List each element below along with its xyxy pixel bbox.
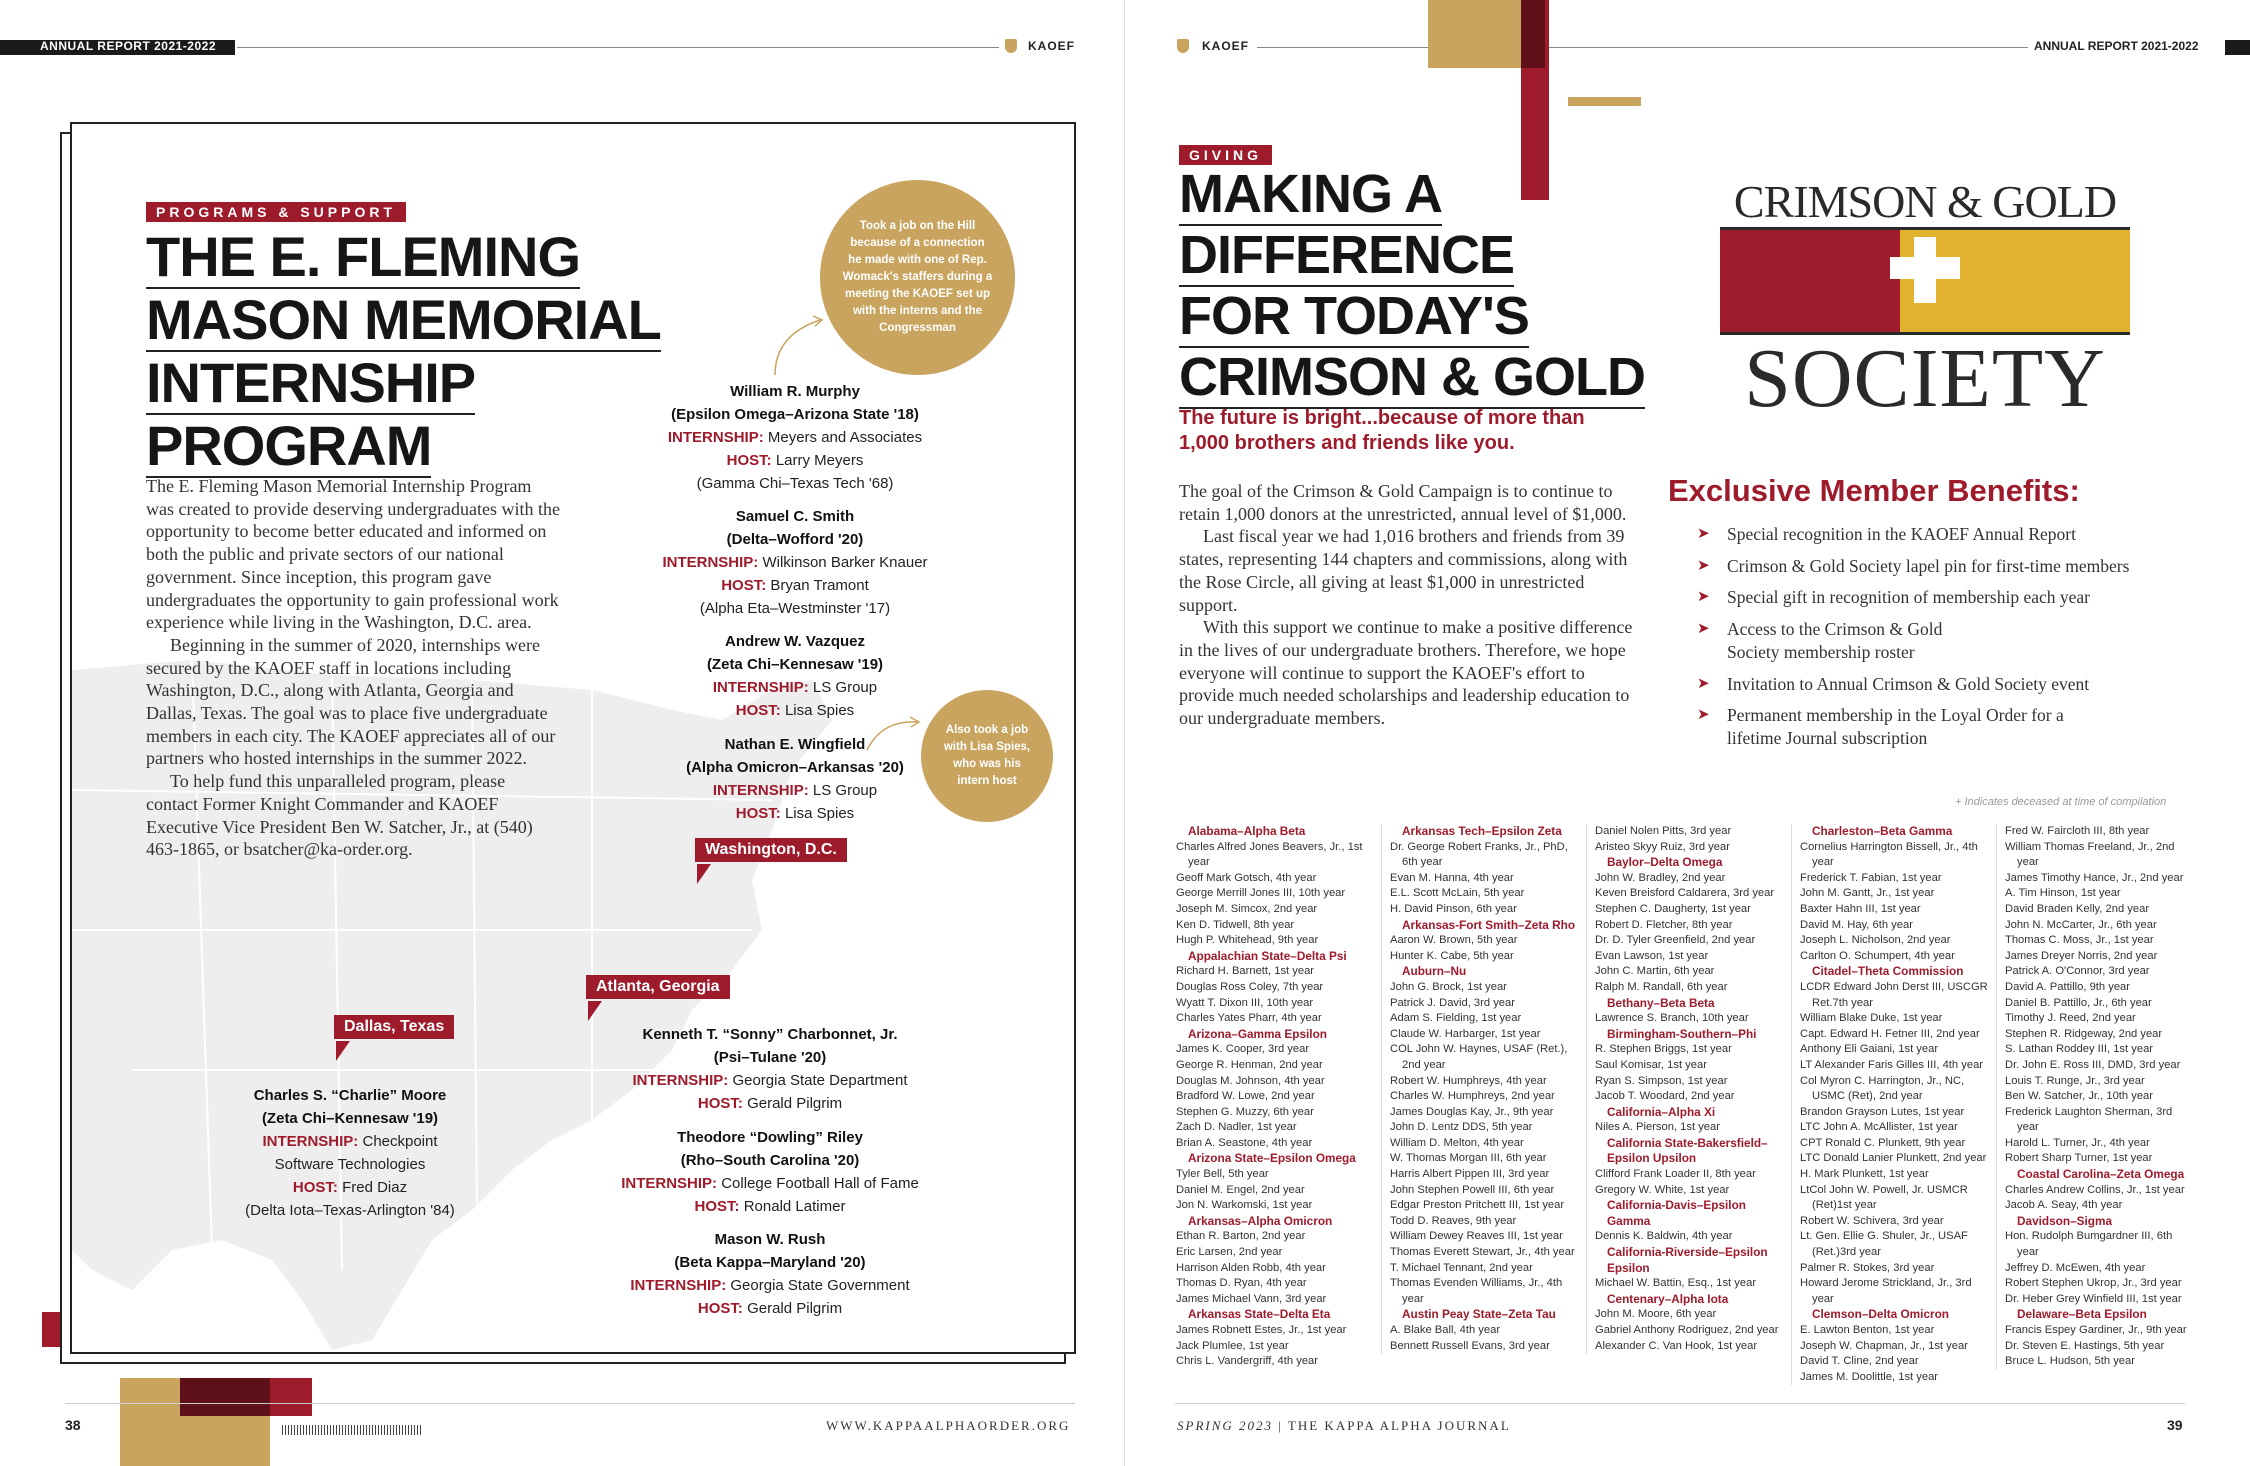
member-entry: Hugh P. Whitehead, 9th year bbox=[1176, 934, 1319, 947]
member-entry: Jon N. Warkomski, 1st year bbox=[1176, 1199, 1313, 1212]
member-entry: Harold L. Turner, Jr., 4th year bbox=[2005, 1136, 2150, 1149]
member-entry: Michael W. Battin, Esq., 1st year bbox=[1595, 1277, 1757, 1290]
member-entry: John C. Martin, 6th year bbox=[1595, 965, 1715, 978]
member-entry: Joseph M. Simcox, 2nd year bbox=[1176, 902, 1318, 915]
intern-chapter: (Psi–Tulane '20) bbox=[713, 1049, 827, 1066]
member-entry: LtCol John W. Powell, Jr. USMCR (Ret)1st year bbox=[1800, 1183, 1968, 1212]
header-label: ANNUAL REPORT 2021-2022 bbox=[2028, 39, 2205, 53]
internship-value: Checkpoint bbox=[362, 1133, 438, 1150]
intern-chapter: (Alpha Omicron–Arkansas '20) bbox=[686, 759, 904, 776]
member-entry: Frederick T. Fabian, 1st year bbox=[1800, 871, 1942, 884]
member-entry: CPT Ronald C. Plunkett, 9th year bbox=[1800, 1136, 1966, 1149]
category-tag: PROGRAMS & SUPPORT bbox=[146, 202, 406, 222]
chapter-heading: Centenary–Alpha Iota bbox=[1607, 1291, 1729, 1306]
header-brand: KAOEF bbox=[1028, 39, 1075, 53]
member-entry: James Dreyer Norris, 2nd year bbox=[2005, 949, 2158, 962]
member-entry: David Braden Kelly, 2nd year bbox=[2005, 902, 2150, 915]
member-entry: Robert Stephen Ukrop, Jr., 3rd year bbox=[2005, 1277, 2182, 1290]
member-entry: Baxter Hahn III, 1st year bbox=[1800, 902, 1921, 915]
host-label: HOST: bbox=[694, 1198, 740, 1215]
member-entry: Anthony Eli Gaiani, 1st year bbox=[1800, 1043, 1939, 1056]
member-entry: William Blake Duke, 1st year bbox=[1800, 1012, 1943, 1025]
member-entry: Joseph L. Nicholson, 2nd year bbox=[1800, 934, 1951, 947]
chapter-heading: Auburn–Nu bbox=[1402, 964, 1467, 979]
host-label: HOST: bbox=[697, 1095, 743, 1112]
logo-band-crimson bbox=[1720, 230, 1900, 332]
member-entry: Thomas C. Moss, Jr., 1st year bbox=[2005, 934, 2154, 947]
intern-chapter: (Delta–Wofford '20) bbox=[726, 531, 864, 548]
subtitle: The future is bright...because of more than 1,000 brothers and friends like you. bbox=[1179, 407, 1585, 454]
deco-crimson-left bbox=[42, 1312, 60, 1347]
intern-name: Nathan E. Wingfield bbox=[724, 736, 866, 753]
member-entry: James Douglas Kay, Jr., 9th year bbox=[1390, 1105, 1554, 1118]
member-entry: George Merrill Jones III, 10th year bbox=[1176, 887, 1346, 900]
title-line-2: MASON MEMORIAL bbox=[146, 288, 661, 351]
member-entry: Capt. Edward H. Fetner III, 2nd year bbox=[1800, 1027, 1980, 1040]
host-extra: (Gamma Chi–Texas Tech '68) bbox=[696, 475, 894, 492]
header-rule bbox=[1257, 47, 2147, 48]
member-entry: Brian A. Seastone, 4th year bbox=[1176, 1136, 1313, 1149]
member-entry: Brandon Grayson Lutes, 1st year bbox=[1800, 1105, 1965, 1118]
chapter-heading: Appalachian State–Delta Psi bbox=[1188, 948, 1347, 963]
member-entry: Hunter K. Cabe, 5th year bbox=[1390, 949, 1514, 962]
host-extra: (Alpha Eta–Westminster '17) bbox=[699, 600, 891, 617]
member-entry: Stephen C. Daugherty, 1st year bbox=[1595, 902, 1751, 915]
member-entry: Bennett Russell Evans, 3rd year bbox=[1390, 1339, 1550, 1352]
member-entry: COL John W. Haynes, USAF (Ret.), 2nd year bbox=[1390, 1043, 1568, 1071]
chapter-heading: Delaware–Beta Epsilon bbox=[2017, 1307, 2147, 1322]
member-entry: E. Lawton Benton, 1st year bbox=[1800, 1324, 1935, 1336]
member-entry: LTC Donald Lanier Plunkett, 2nd year bbox=[1800, 1152, 1987, 1165]
chapter-heading: Arkansas State–Delta Eta bbox=[1188, 1307, 1331, 1322]
paragraph-3: With this support we continue to make a positive difference in the lives of our undergraduate brothers. Therefore, we hope everyone will continue to support the KAOEF's effort to provide much needed scholarships and leadership education to our undergraduate members. bbox=[1179, 617, 1633, 729]
chapter-heading: Davidson–Sigma bbox=[2017, 1213, 2113, 1228]
member-entry: Charles Andrew Collins, Jr., 1st year bbox=[2005, 1183, 2185, 1196]
chapter-heading: Bethany–Beta Beta bbox=[1607, 995, 1715, 1010]
paragraph-3: To help fund this unparalleled program, please contact Former Knight Commander and KAOEF Executive Vice President Ben W. Satcher, Jr., at (540) 463-1865, or bsatcher@ka-order.org. bbox=[146, 771, 533, 860]
intern-name: Charles S. “Charlie” Moore bbox=[253, 1087, 447, 1104]
member-entry: Douglas M. Johnson, 4th year bbox=[1176, 1074, 1325, 1087]
member-entry: Saul Komisar, 1st year bbox=[1595, 1058, 1707, 1071]
internship-label: INTERNSHIP: bbox=[630, 1277, 727, 1294]
member-entry: Dr. Steven E. Hastings, 5th year bbox=[2005, 1339, 2165, 1352]
member-entry: Geoff Mark Gotsch, 4th year bbox=[1176, 871, 1317, 884]
paragraph-1: The goal of the Crimson & Gold Campaign is to continue to retain 1,000 donors at the unrestricted, annual level of $1,000. bbox=[1179, 481, 1627, 524]
member-entry: Dr. George Robert Franks, Jr., PhD, 6th year bbox=[1390, 840, 1568, 869]
title-line-3: INTERNSHIP bbox=[146, 351, 476, 414]
member-entry: Thomas D. Ryan, 4th year bbox=[1176, 1277, 1307, 1290]
intern-dc-4 bbox=[630, 733, 960, 825]
member-entry: Hon. Rudolph Bumgardner III, 6th year bbox=[2005, 1230, 2173, 1259]
chapter-heading: Birmingham-Southern–Phi bbox=[1607, 1026, 1757, 1041]
member-entry: John M. Moore, 6th year bbox=[1595, 1308, 1717, 1321]
title-line-3: FOR TODAY'S bbox=[1179, 286, 1529, 346]
member-entry: W. Thomas Morgan III, 6th year bbox=[1390, 1152, 1547, 1165]
giving-body bbox=[1179, 480, 1634, 730]
member-entry: Bruce L. Hudson, 5th year bbox=[2005, 1355, 2135, 1368]
benefit-item: ➤ Special recognition in the KAOEF Annual Report bbox=[1697, 523, 2197, 546]
member-entry: Daniel Nolen Pitts, 3rd year bbox=[1595, 825, 1732, 837]
callout-arrow-1 bbox=[765, 310, 835, 380]
title-line-2: DIFFERENCE bbox=[1179, 225, 1515, 285]
member-entry: Francis Espey Gardiner, Jr., 9th year bbox=[2005, 1324, 2187, 1336]
host-label: HOST: bbox=[721, 577, 767, 594]
intern-dc-1 bbox=[630, 380, 960, 495]
member-entry: Bradford W. Lowe, 2nd year bbox=[1176, 1090, 1315, 1103]
internship-label: INTERNSHIP: bbox=[262, 1133, 359, 1150]
chapter-heading: Citadel–Theta Commission bbox=[1812, 964, 1964, 979]
page-title bbox=[1179, 165, 1645, 409]
member-entry: Wyatt T. Dixon III, 10th year bbox=[1176, 996, 1314, 1009]
member-entry: Aristeo Skyy Ruiz, 3rd year bbox=[1595, 840, 1730, 853]
member-entry: Dr. Heber Grey Winfield III, 1st year bbox=[2005, 1292, 2182, 1305]
chapter-heading: California State-Bakersfield–Epsilon Upsilon bbox=[1607, 1135, 1768, 1166]
internship-value: LS Group bbox=[812, 679, 878, 696]
header-band bbox=[2225, 40, 2250, 55]
intern-name: Mason W. Rush bbox=[714, 1231, 826, 1248]
host-label: HOST: bbox=[697, 1300, 743, 1317]
member-entry: H. David Pinson, 6th year bbox=[1390, 902, 1517, 915]
location-pointer-atlanta bbox=[588, 1001, 602, 1021]
member-entry: Lt. Gen. Ellie G. Shuler, Jr., USAF (Ret.)3rd year bbox=[1800, 1230, 1968, 1259]
host-value: Fred Diaz bbox=[342, 1179, 408, 1196]
host-value: Bryan Tramont bbox=[770, 577, 869, 594]
member-entry: R. Stephen Briggs, 1st year bbox=[1595, 1043, 1732, 1056]
footer-rule bbox=[65, 1403, 1075, 1404]
member-entry: Robert W. Schivera, 3rd year bbox=[1800, 1214, 1944, 1227]
member-entry: LT Alexander Faris Gilles III, 4th year bbox=[1800, 1058, 1984, 1071]
intern-name: Andrew W. Vazquez bbox=[724, 633, 866, 650]
member-entry: James Timothy Hance, Jr., 2nd year bbox=[2005, 871, 2184, 884]
member-entry: Fred W. Faircloth III, 8th year bbox=[2005, 825, 2150, 837]
member-entry: Dennis K. Baldwin, 4th year bbox=[1595, 1230, 1733, 1243]
kaoef-shield-icon bbox=[1005, 39, 1017, 53]
member-entry: Robert D. Fletcher, 8th year bbox=[1595, 918, 1733, 931]
benefit-item: ➤ Crimson & Gold Society lapel pin for first-time members bbox=[1697, 555, 2197, 578]
host-label: HOST: bbox=[735, 702, 781, 719]
member-entry: David T. Cline, 2nd year bbox=[1800, 1355, 1919, 1368]
member-entry: Claude W. Harbarger, 1st year bbox=[1390, 1027, 1541, 1040]
location-pointer-dc bbox=[697, 864, 711, 884]
member-entry: LCDR Edward John Derst III, USCGR Ret.7th year bbox=[1800, 980, 1988, 1009]
host-value: Larry Meyers bbox=[775, 452, 864, 469]
internship-label: INTERNSHIP: bbox=[712, 782, 809, 799]
member-entry: John G. Brock, 1st year bbox=[1390, 980, 1507, 993]
chapter-heading: Austin Peay State–Zeta Tau bbox=[1402, 1307, 1556, 1322]
footer-url: WWW.KAPPAALPHAORDER.ORG bbox=[826, 1418, 1071, 1433]
intern-name: Samuel C. Smith bbox=[735, 508, 855, 525]
member-entry: Cornelius Harrington Bissell, Jr., 4th year bbox=[1800, 840, 1978, 869]
member-entry: Patrick A. O'Connor, 3rd year bbox=[2005, 965, 2150, 978]
internship-value: College Football Hall of Fame bbox=[721, 1175, 919, 1192]
intern-chapter: (Beta Kappa–Maryland '20) bbox=[674, 1254, 866, 1271]
deceased-note: + Indicates deceased at time of compilation bbox=[1955, 796, 2167, 808]
member-entry: William Dewey Reaves III, 1st year bbox=[1390, 1230, 1563, 1243]
member-entry: Evan Lawson, 1st year bbox=[1595, 949, 1709, 962]
member-entry: Ethan R. Barton, 2nd year bbox=[1176, 1230, 1306, 1243]
host-extra: (Delta Iota–Texas-Arlington '84) bbox=[245, 1202, 455, 1219]
page-number: 39 bbox=[2167, 1417, 2183, 1433]
roster-column bbox=[1791, 824, 1988, 1385]
member-entry: LTC John A. McAllister, 1st year bbox=[1800, 1121, 1958, 1134]
member-entry: S. Lathan Roddey III, 1st year bbox=[2005, 1043, 2154, 1056]
page-number: 38 bbox=[65, 1417, 81, 1433]
member-entry: Patrick J. David, 3rd year bbox=[1390, 996, 1515, 1009]
location-label-dallas: Dallas, Texas bbox=[334, 1015, 454, 1039]
member-entry: Todd D. Reaves, 9th year bbox=[1390, 1214, 1517, 1227]
member-entry: Tyler Bell, 5th year bbox=[1176, 1168, 1269, 1181]
intern-name: Kenneth T. “Sonny” Charbonnet, Jr. bbox=[642, 1026, 898, 1043]
right-page bbox=[1125, 0, 2250, 1466]
member-entry: Clifford Frank Loader II, 8th year bbox=[1595, 1168, 1756, 1181]
chapter-heading: California-Riverside–Epsilon Epsilon bbox=[1607, 1245, 1768, 1275]
cross-icon-vertical bbox=[1914, 237, 1936, 303]
member-entry: Joseph W. Chapman, Jr., 1st year bbox=[1800, 1339, 1968, 1352]
chapter-heading: Charleston–Beta Gamma bbox=[1812, 824, 1953, 838]
member-entry: John M. Gantt, Jr., 1st year bbox=[1800, 887, 1935, 900]
member-entry: Niles A. Pierson, 1st year bbox=[1595, 1121, 1720, 1134]
logo-top-text: CRIMSON & GOLD bbox=[1733, 176, 2117, 227]
title-line-1: MAKING A bbox=[1179, 164, 1442, 224]
intern-atlanta-3 bbox=[600, 1228, 940, 1320]
member-entry: Gabriel Anthony Rodriguez, 2nd year bbox=[1595, 1324, 1779, 1336]
chapter-heading: Arkansas-Fort Smith–Zeta Rho bbox=[1402, 917, 1576, 932]
member-entry: Charles Alfred Jones Beavers, Jr., 1st year bbox=[1176, 840, 1363, 869]
roster-column bbox=[1176, 824, 1372, 1370]
member-entry: Harris Albert Pippen III, 3rd year bbox=[1390, 1168, 1550, 1181]
member-entry: Stephen R. Ridgeway, 2nd year bbox=[2005, 1027, 2163, 1040]
internship-value: Wilkinson Barker Knauer bbox=[762, 554, 928, 571]
benefits-title: Exclusive Member Benefits: bbox=[1668, 473, 2080, 508]
footer-rule bbox=[1175, 1403, 2185, 1404]
internship-value-2: Software Technologies bbox=[274, 1156, 426, 1173]
member-entry: Howard Jerome Strickland, Jr., 3rd year bbox=[1800, 1277, 1972, 1305]
member-entry: Daniel B. Pattillo, Jr., 6th year bbox=[2005, 996, 2152, 1009]
member-entry: Daniel M. Engel, 2nd year bbox=[1176, 1183, 1305, 1196]
host-value: Gerald Pilgrim bbox=[747, 1095, 843, 1112]
intern-dc-3 bbox=[630, 630, 960, 722]
member-entry: Col Myron C. Harrington, Jr., NC, USMC (Ret), 2nd year bbox=[1800, 1074, 1965, 1103]
location-label-atlanta: Atlanta, Georgia bbox=[586, 975, 730, 999]
chapter-heading: Clemson–Delta Omicron bbox=[1812, 1307, 1950, 1322]
internship-label: INTERNSHIP: bbox=[621, 1175, 718, 1192]
footer-season: SPRING 2023 bbox=[1177, 1418, 1274, 1433]
member-entry: Charles W. Humphreys, 2nd year bbox=[1390, 1090, 1555, 1103]
chapter-heading: Arkansas Tech–Epsilon Zeta bbox=[1402, 824, 1562, 838]
member-entry: Louis T. Runge, Jr., 3rd year bbox=[2005, 1074, 2145, 1087]
host-label: HOST: bbox=[735, 805, 781, 822]
member-entry: John N. McCarter, Jr., 6th year bbox=[2005, 918, 2157, 931]
intern-chapter: (Rho–South Carolina '20) bbox=[680, 1152, 860, 1169]
roster bbox=[1176, 824, 2187, 1384]
kaoef-shield-icon bbox=[1177, 39, 1189, 53]
member-entry: Douglas Ross Coley, 7th year bbox=[1176, 980, 1324, 993]
member-entry: John W. Bradley, 2nd year bbox=[1595, 871, 1726, 884]
intern-chapter: (Zeta Chi–Kennesaw '19) bbox=[261, 1110, 439, 1127]
member-entry: Jeffrey D. McEwen, 4th year bbox=[2005, 1261, 2146, 1274]
intern-name: William R. Murphy bbox=[730, 383, 860, 400]
title-line-1: THE E. FLEMING bbox=[146, 225, 580, 288]
chapter-heading: Coastal Carolina–Zeta Omega bbox=[2017, 1167, 2185, 1182]
callout-bubble-1 bbox=[820, 180, 1015, 375]
internship-label: INTERNSHIP: bbox=[662, 554, 759, 571]
member-entry: A. Tim Hinson, 1st year bbox=[2005, 887, 2121, 900]
host-value: Lisa Spies bbox=[784, 702, 855, 719]
intern-atlanta-2 bbox=[600, 1126, 940, 1218]
member-entry: John Stephen Powell III, 6th year bbox=[1390, 1183, 1555, 1196]
roster-column bbox=[1381, 824, 1578, 1354]
member-entry: Zach D. Nadler, 1st year bbox=[1176, 1121, 1297, 1134]
footer-journal-name: THE KAPPA ALPHA JOURNAL bbox=[1287, 1418, 1511, 1433]
page-title bbox=[146, 226, 661, 478]
member-entry: Jacob A. Seay, 4th year bbox=[2005, 1199, 2123, 1212]
left-page bbox=[0, 0, 1124, 1466]
member-entry: David M. Hay, 6th year bbox=[1800, 918, 1913, 931]
member-entry: A. Blake Ball, 4th year bbox=[1390, 1324, 1501, 1336]
member-entry: Chris L. Vandergriff, 4th year bbox=[1176, 1355, 1318, 1368]
host-value: Ronald Latimer bbox=[743, 1198, 846, 1215]
member-entry: Richard H. Barnett, 1st year bbox=[1176, 965, 1315, 978]
roster-column bbox=[1996, 824, 2193, 1370]
member-entry: David A. Pattillo, 9th year bbox=[2005, 980, 2130, 993]
member-entry: Keven Breisford Caldarera, 3rd year bbox=[1595, 887, 1775, 900]
benefits-list bbox=[1697, 523, 2197, 759]
category-tag: GIVING bbox=[1179, 145, 1272, 165]
deco-dark-block bbox=[180, 1378, 270, 1416]
intern-atlanta-1 bbox=[600, 1023, 940, 1115]
logo-bottom-text: SOCIETY bbox=[1744, 332, 2106, 425]
member-entry: George R. Henman, 2nd year bbox=[1176, 1058, 1323, 1071]
member-entry: Aaron W. Brown, 5th year bbox=[1390, 934, 1518, 947]
member-entry: Ben W. Satcher, Jr., 10th year bbox=[2005, 1090, 2153, 1103]
deco-gold-dash bbox=[1568, 97, 1641, 106]
member-entry: Charles Yates Pharr, 4th year bbox=[1176, 1012, 1322, 1025]
member-entry: Stephen G. Muzzy, 6th year bbox=[1176, 1105, 1314, 1118]
member-entry: Robert Sharp Turner, 1st year bbox=[2005, 1152, 2153, 1165]
chapter-heading: Arizona State–Epsilon Omega bbox=[1188, 1151, 1356, 1166]
paragraph-1: The E. Fleming Mason Memorial Internship Program was created to provide deserving undergraduates with the opportunity to become better educated and informed on both the public and private sectors of our national government. Since inception, this program gave undergraduates the opportunity to gain professional work experience while living in the Washington, D.C. area. bbox=[146, 476, 561, 633]
member-entry: Ken D. Tidwell, 8th year bbox=[1176, 918, 1295, 931]
member-entry: Eric Larsen, 2nd year bbox=[1176, 1246, 1283, 1259]
member-entry: Alexander C. Van Hook, 1st year bbox=[1595, 1339, 1758, 1352]
society-logo bbox=[1720, 175, 2130, 425]
member-entry: James Michael Vann, 3rd year bbox=[1176, 1292, 1327, 1305]
chapter-heading: Alabama–Alpha Beta bbox=[1188, 824, 1306, 838]
member-entry: Frederick Laughton Sherman, 3rd year bbox=[2005, 1105, 2173, 1134]
member-entry: Palmer R. Stokes, 3rd year bbox=[1800, 1261, 1935, 1274]
member-entry: James M. Doolittle, 1st year bbox=[1800, 1370, 1939, 1383]
member-entry: Jacob T. Woodard, 2nd year bbox=[1595, 1090, 1735, 1103]
member-entry: Jack Plumlee, 1st year bbox=[1176, 1339, 1289, 1352]
title-line-4: CRIMSON & GOLD bbox=[1179, 347, 1645, 407]
member-entry: Thomas Everett Stewart, Jr., 4th year bbox=[1390, 1246, 1575, 1259]
intern-chapter: (Epsilon Omega–Arizona State '18) bbox=[671, 406, 919, 423]
member-entry: Dr. John E. Ross III, DMD, 3rd year bbox=[2005, 1058, 2181, 1071]
intern-chapter: (Zeta Chi–Kennesaw '19) bbox=[706, 656, 884, 673]
member-entry: Dr. D. Tyler Greenfield, 2nd year bbox=[1595, 934, 1756, 947]
intern-dallas-1 bbox=[200, 1084, 500, 1222]
host-value: Lisa Spies bbox=[784, 805, 855, 822]
chapter-heading: Arizona–Gamma Epsilon bbox=[1188, 1026, 1327, 1041]
internship-value: Georgia State Government bbox=[730, 1277, 910, 1294]
member-entry: Adam S. Fielding, 1st year bbox=[1390, 1012, 1522, 1025]
location-pointer-dallas bbox=[336, 1041, 350, 1061]
benefit-item: ➤ Special gift in recognition of membership each year bbox=[1697, 586, 2197, 609]
host-label: HOST: bbox=[292, 1179, 338, 1196]
member-entry: John D. Lentz DDS, 5th year bbox=[1390, 1121, 1533, 1134]
internship-label: INTERNSHIP: bbox=[667, 429, 764, 446]
member-entry: James Robnett Estes, Jr., 1st year bbox=[1176, 1324, 1347, 1336]
title-line-4: PROGRAM bbox=[146, 414, 432, 477]
member-entry: H. Mark Plunkett, 1st year bbox=[1800, 1168, 1929, 1181]
host-label: HOST: bbox=[726, 452, 772, 469]
member-entry: Ralph M. Randall, 6th year bbox=[1595, 980, 1728, 993]
header-brand: KAOEF bbox=[1202, 39, 1249, 53]
member-entry: Harrison Alden Robb, 4th year bbox=[1176, 1261, 1326, 1274]
callout-bubble-2-text: Also took a job with Lisa Spies, who was his intern host bbox=[943, 724, 1031, 787]
intern-name: Theodore “Dowling” Riley bbox=[677, 1129, 863, 1146]
member-entry: T. Michael Tennant, 2nd year bbox=[1390, 1261, 1533, 1274]
paragraph-2: Beginning in the summer of 2020, internships were secured by the KAOEF staff in locations including Washington, D.C., along with Atlanta, Georgia and Dallas, Texas. The goal was to place five undergraduate members in each city. The KAOEF appreciates all of our partners who hosted internships in the summer 2022. bbox=[146, 634, 556, 769]
member-entry: William Thomas Freeland, Jr., 2nd year bbox=[2005, 840, 2175, 869]
member-entry: Evan M. Hanna, 4th year bbox=[1390, 871, 1514, 884]
member-entry: Thomas Evenden Williams, Jr., 4th year bbox=[1390, 1277, 1563, 1305]
footer-journal bbox=[1177, 1418, 1511, 1434]
benefit-item: ➤ Access to the Crimson & Gold Society membership roster bbox=[1697, 618, 1987, 663]
benefit-item: ➤ Permanent membership in the Loyal Order for a lifetime Journal subscription bbox=[1697, 704, 2087, 749]
header-rule bbox=[237, 47, 999, 48]
intern-dc-2 bbox=[630, 505, 960, 620]
intro-body bbox=[146, 475, 561, 861]
benefit-item: ➤ Invitation to Annual Crimson & Gold Society event bbox=[1697, 673, 2197, 696]
logo-rule-top bbox=[1720, 227, 2130, 230]
member-entry: William D. Melton, 4th year bbox=[1390, 1136, 1524, 1149]
host-value: Gerald Pilgrim bbox=[747, 1300, 843, 1317]
member-entry: Timothy J. Reed, 2nd year bbox=[2005, 1012, 2136, 1025]
member-entry: Ryan S. Simpson, 1st year bbox=[1595, 1074, 1728, 1087]
paragraph-2: Last fiscal year we had 1,016 brothers and friends from 39 states, representing 144 chapters and commissions, along with the Rose Circle, all giving at least $1,000 in unrestricted support. bbox=[1179, 526, 1628, 615]
internship-value: Meyers and Associates bbox=[767, 429, 923, 446]
internship-label: INTERNSHIP: bbox=[632, 1072, 729, 1089]
footer-sep: | bbox=[1278, 1418, 1288, 1433]
member-entry: E.L. Scott McLain, 5th year bbox=[1390, 887, 1525, 900]
member-entry: Carlton O. Schumpert, 4th year bbox=[1800, 949, 1955, 962]
chapter-heading: California-Davis–Epsilon Gamma bbox=[1607, 1198, 1746, 1228]
internship-value: Georgia State Department bbox=[732, 1072, 908, 1089]
member-entry: Edgar Preston Pritchett III, 1st year bbox=[1390, 1199, 1565, 1212]
member-entry: Lawrence S. Branch, 10th year bbox=[1595, 1012, 1749, 1025]
chapter-heading: Arkansas–Alpha Omicron bbox=[1188, 1213, 1333, 1228]
internship-value: LS Group bbox=[812, 782, 878, 799]
location-label-dc: Washington, D.C. bbox=[695, 838, 847, 862]
chapter-heading: California–Alpha Xi bbox=[1607, 1104, 1716, 1119]
deco-dark-top bbox=[1521, 0, 1545, 68]
member-entry: Robert W. Humphreys, 4th year bbox=[1390, 1074, 1547, 1087]
roster-column bbox=[1586, 824, 1783, 1354]
header-label: ANNUAL REPORT 2021-2022 bbox=[40, 39, 217, 53]
callout-bubble-1-text: Took a job on the Hill because of a connection he made with one of Rep. Womack's staffers during a meeting the KAOEF set up with the interns and the Congressman bbox=[842, 220, 993, 334]
internship-label: INTERNSHIP: bbox=[712, 679, 809, 696]
chapter-heading: Baylor–Delta Omega bbox=[1607, 855, 1723, 870]
barcode-decoration bbox=[282, 1425, 422, 1435]
member-entry: James K. Cooper, 3rd year bbox=[1176, 1043, 1310, 1056]
member-entry: Gregory W. White, 1st year bbox=[1595, 1183, 1730, 1196]
